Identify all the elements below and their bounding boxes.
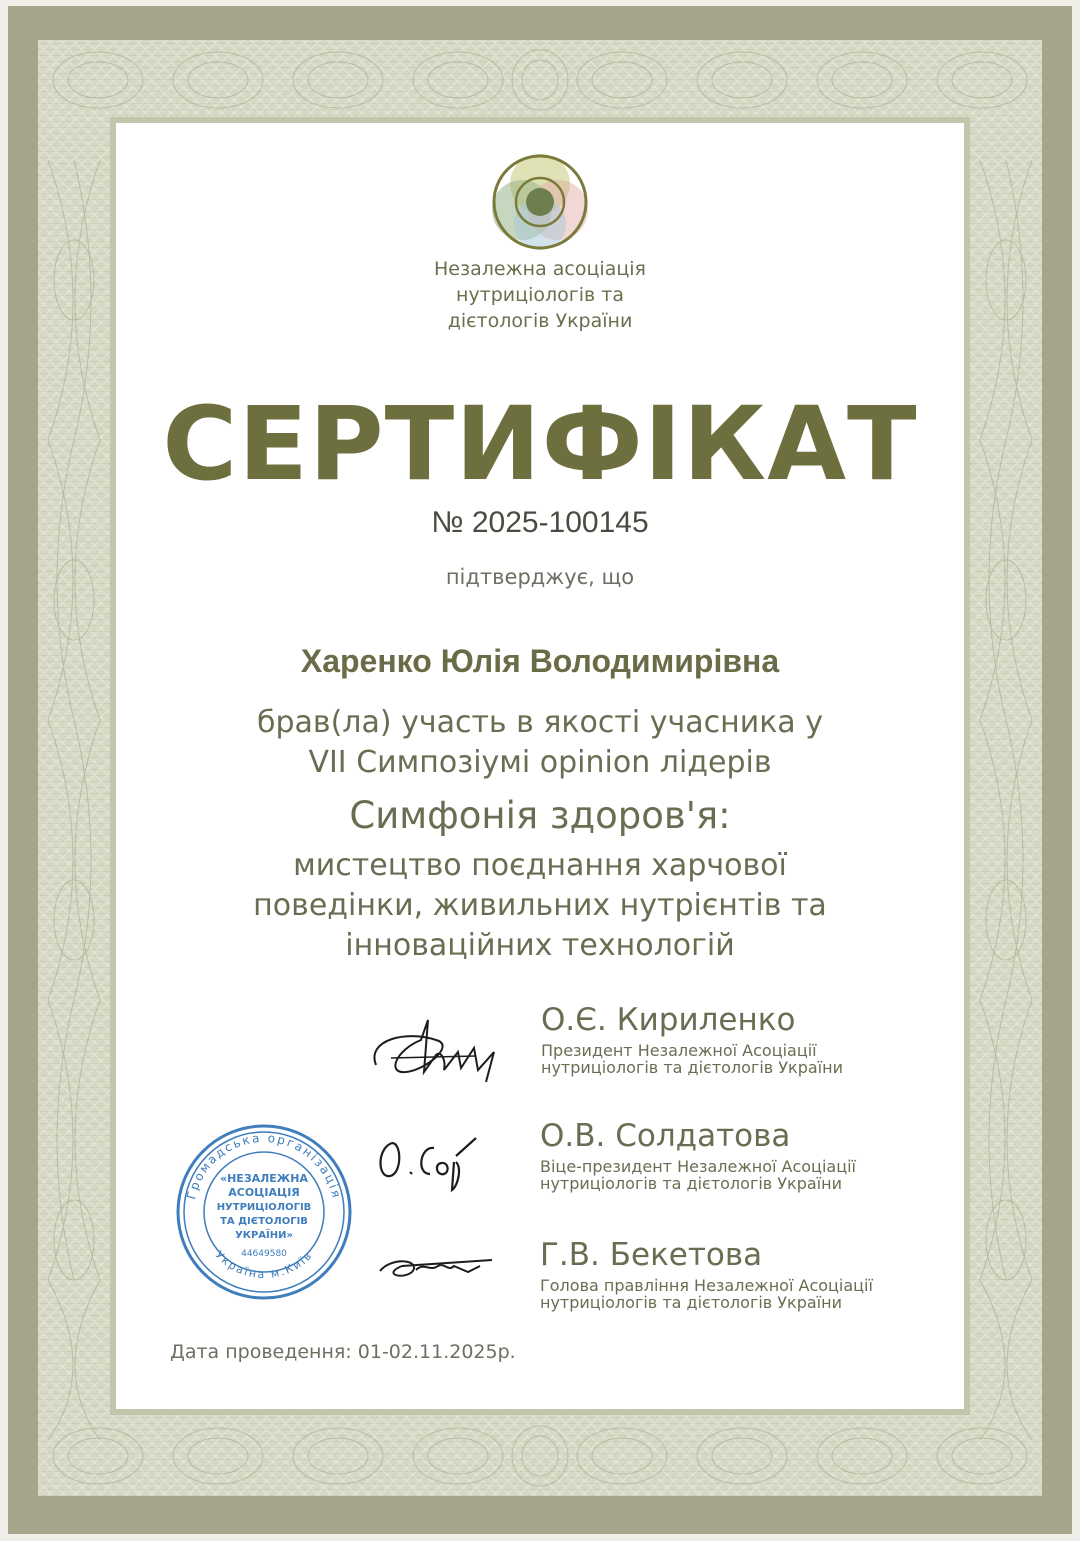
- event-subtitle-line-3: інноваційних технологій: [345, 928, 735, 963]
- signatory-3-role-line-1: Голова правління Незалежної Асоціації: [540, 1276, 873, 1295]
- participation-line-2: VII Симпозіумі opinion лідерів: [308, 745, 772, 780]
- signatory-1: [541, 1002, 843, 1076]
- signatory-3-role: [540, 1277, 873, 1311]
- signatory-3: [540, 1237, 873, 1311]
- seal-code: 44649580: [241, 1249, 287, 1259]
- signature-1-icon: [366, 1010, 506, 1090]
- signatory-1-name: О.Є. Кириленко: [541, 1002, 796, 1038]
- intersecting-circles-icon: [488, 150, 592, 254]
- participation-line-1: брав(ла) участь в якості учасника у: [256, 705, 823, 740]
- signatory-1-role-line-2: нутриціологів та дієтологів України: [541, 1058, 843, 1077]
- signatory-2-role-line-2: нутриціологів та дієтологів України: [540, 1174, 842, 1193]
- signatory-2-name: О.В. Солдатова: [540, 1118, 791, 1154]
- signatory-1-role-line-1: Президент Незалежної Асоціації: [541, 1041, 817, 1060]
- organization-line-2: нутриціологів та: [456, 284, 624, 306]
- organization-line-3: дієтологів України: [447, 310, 633, 332]
- organization-line-1: Незалежна асоціація: [434, 258, 646, 280]
- seal-outer-text: Громадська організація: [184, 1130, 344, 1201]
- signatory-2-role: [540, 1158, 856, 1192]
- event-date: Дата проведення: 01-02.11.2025р.: [170, 1341, 516, 1363]
- certificate-title: СЕРТИФІКАТ: [162, 385, 918, 504]
- round-seal-icon: [172, 1120, 356, 1304]
- seal-line-5: УКРАЇНИ»: [235, 1230, 293, 1241]
- seal-line-1: «НЕЗАЛЕЖНА: [220, 1172, 308, 1185]
- organization-name: [330, 256, 750, 334]
- confirms-text: підтверджує, що: [445, 565, 635, 589]
- recipient-name: Харенко Юлія Володимирівна: [300, 643, 780, 679]
- participation-text: [160, 703, 920, 783]
- seal-line-4: ТА ДІЄТОЛОГІВ: [220, 1216, 308, 1227]
- signatory-2-role-line-1: Віце-президент Незалежної Асоціації: [540, 1157, 856, 1176]
- signatory-3-role-line-2: нутриціологів та дієтологів України: [540, 1293, 842, 1312]
- event-subtitle-line-2: поведінки, живильних нутрієнтів та: [253, 888, 827, 923]
- signatory-3-name: Г.В. Бекетова: [540, 1237, 763, 1273]
- seal-bottom-text: Україна м.Київ: [212, 1248, 316, 1282]
- event-title: Симфонія здоров'я:: [349, 794, 731, 837]
- event-subtitle: [160, 846, 920, 966]
- signatory-2: [540, 1118, 856, 1192]
- seal-line-3: НУТРИЦІОЛОГІВ: [216, 1202, 312, 1213]
- seal-line-2: АСОЦІАЦІЯ: [228, 1186, 300, 1199]
- signature-3-icon: [372, 1246, 502, 1286]
- certificate-number: № 2025-100145: [431, 506, 649, 539]
- signatory-1-role: [541, 1042, 843, 1076]
- event-subtitle-line-1: мистецтво поєднання харчової: [293, 848, 787, 883]
- signature-2-icon: [372, 1128, 492, 1198]
